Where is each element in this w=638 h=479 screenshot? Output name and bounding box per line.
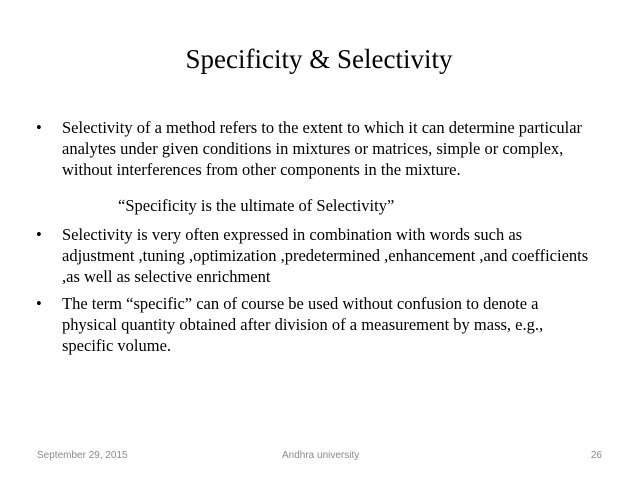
footer-date: September 29, 2015 [37,450,128,461]
footer-page-number: 26 [590,450,602,461]
bullet-dot: • [36,225,42,244]
slide-title: Specificity & Selectivity [185,44,453,74]
bullet-text: Selectivity is very often expressed in combination with words such as adjustment ,tuning ,optimization ,predetermined ,enhancement ,and coefficients ,as well as selective enrichment [62,225,589,286]
bullet-item [36,293,596,356]
bullet-text: Selectivity of a method refers to the extent to which it can determine particular analytes under given conditions in mixtures or matrices, simple or complex, without interferences from other components in the mixture. [62,118,583,179]
bullet-dot: • [36,118,42,137]
bullet-item [36,117,596,180]
quote-text: “Specificity is the ultimate of Selectivity” [118,196,395,215]
bullet-text: The term “specific” can of course be used without confusion to denote a physical quantity obtained after division of a measurement by mass, e.g., specific volume. [62,294,544,355]
bullet-item [36,224,596,287]
footer-organization: Andhra university [282,450,360,461]
bullet-dot: • [36,294,42,313]
